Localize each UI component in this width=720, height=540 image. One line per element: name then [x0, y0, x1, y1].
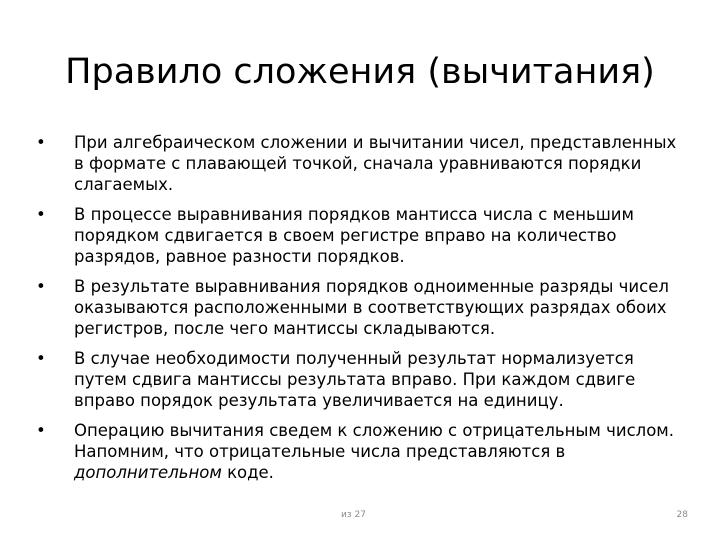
- bullet-item: [36, 276, 688, 339]
- page-number: 28: [676, 510, 688, 520]
- bullet-item: [36, 132, 688, 195]
- bullet-dot-icon: •: [36, 349, 46, 368]
- bullet-dot-icon: •: [36, 421, 46, 440]
- bullet-text-after: коде.: [227, 463, 274, 482]
- bullet-list: [36, 132, 688, 492]
- bullet-item: [36, 420, 688, 483]
- bullet-dot-icon: •: [36, 277, 46, 296]
- bullet-text: В случае необходимости полученный результат нормализуется путем сдвига мантиссы результата вправо. При каждом сдвиге вправо порядок результата увеличивается на единицу.: [74, 349, 636, 410]
- bullet-dot-icon: •: [36, 205, 46, 224]
- bullet-text: В результате выравнивания порядков одноименные разряды чисел оказываются расположенными в соответствующих разрядах обоих регистров, после чего мантиссы складываются.: [74, 277, 669, 338]
- footer-total-pages: из 27: [341, 510, 366, 520]
- bullet-item: [36, 204, 688, 267]
- bullet-text: При алгебраическом сложении и вычитании чисел, представленных в формате с плавающей точкой, сначала уравниваются порядки слагаемых.: [74, 133, 677, 194]
- slide-title: Правило сложения (вычитания): [65, 52, 655, 92]
- bullet-item: [36, 348, 688, 411]
- bullet-dot-icon: •: [36, 133, 46, 152]
- bullet-text-italic: дополнительном: [74, 463, 222, 482]
- bullet-text: В процессе выравнивания порядков мантисса числа с меньшим порядком сдвигается в своем регистре вправо на количество разрядов, равное разности порядков.: [74, 205, 634, 266]
- bullet-text-before: Операцию вычитания сведем к сложению с отрицательным числом. Напомним, что отрицательные числа представляются в: [74, 421, 674, 461]
